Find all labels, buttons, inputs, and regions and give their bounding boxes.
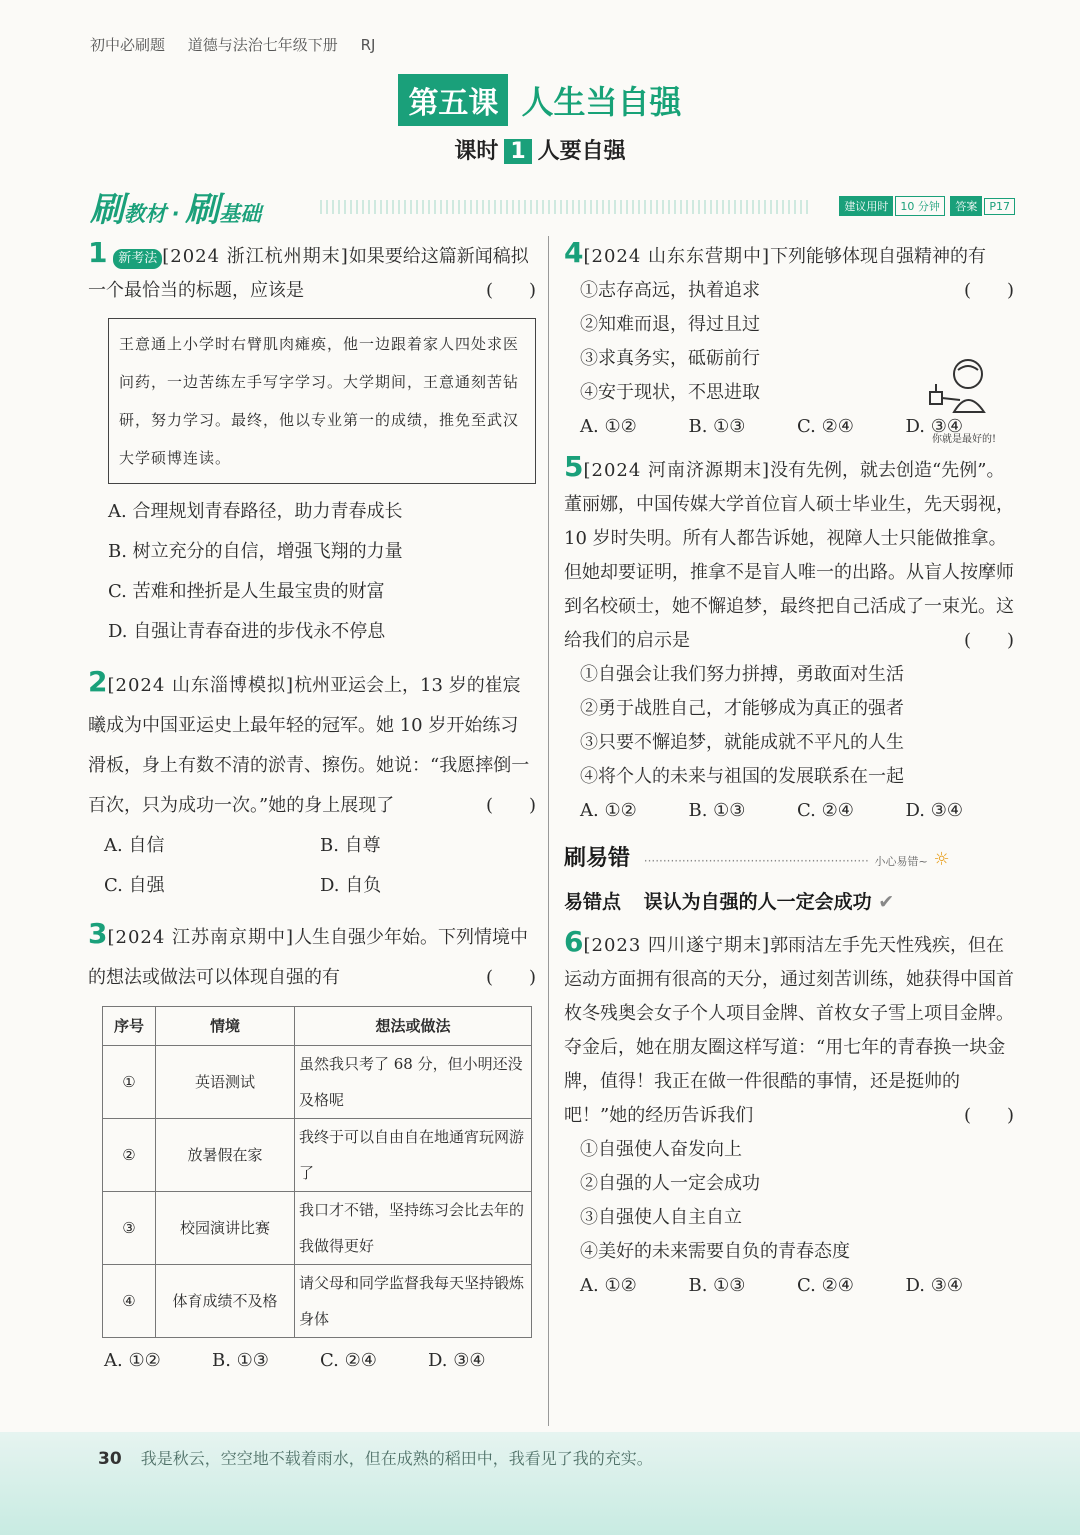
decorative-stripe [320,200,810,214]
section-dot: · [171,202,180,226]
statement-item: ④美好的未来需要自负的青春态度 [580,1241,850,1262]
error-section-header [564,842,1014,919]
question-source: [2024 浙江杭州期末] [162,246,349,267]
thumbs-up-illustration [918,352,1010,444]
row-action: 我终于可以自由自在地通宵玩网游了 [295,1119,532,1192]
q2-options [88,826,536,906]
row-situation: 校园演讲比赛 [156,1192,295,1265]
statement-item: ①自强会让我们努力拼搏，勇敢面对生活 [580,664,904,685]
column-divider [548,236,549,1426]
situation-table [102,1006,532,1338]
option-c: C. ②④ [797,1275,854,1296]
statement-item: ③自强使人自主自立 [580,1207,742,1228]
question-source: [2023 四川遂宁期末] [583,935,771,956]
error-section-title: 刷易错 [564,846,631,871]
footer-motto: 我是秋云，空空地不载着雨水，但在成熟的稻田中，我看见了我的充实。 [140,1449,653,1468]
question-source: [2024 江苏南京期中] [107,927,295,948]
option-a: A. 合理规划青春路径，助力青春成长 [108,501,403,522]
running-header [90,34,393,55]
new-method-badge: 新考法 [113,249,162,269]
question-source: [2024 山东淄博模拟] [107,675,295,696]
lesson-subtitle [0,134,1080,165]
q1-options [88,492,536,652]
statement-item: ②勇于战胜自己，才能够成为真正的强者 [580,698,904,719]
subtitle-number: 1 [504,139,531,164]
table-row [103,1046,532,1119]
statement-item: ④将个人的未来与祖国的发展联系在一起 [580,766,904,787]
subtitle-name: 人要自强 [537,139,626,164]
option-a: A. 自信 [104,835,165,856]
row-number: ② [103,1119,156,1192]
option-b: B. 树立充分的自信，增强飞翔的力量 [108,541,403,562]
option-a: A. ①② [580,800,637,821]
q5-items [564,658,1014,794]
option-d: D. ③④ [905,800,964,821]
question-stem: 下列能够体现自强精神的有 [770,246,987,267]
row-situation: 放暑假在家 [156,1119,295,1192]
time-label: 建议用时 [839,196,893,216]
check-icon: ✔ [878,891,895,913]
section-label-2: 基础 [219,202,262,226]
statement-item: ②自强的人一定会成功 [580,1173,760,1194]
left-column [88,236,536,1378]
meta-tags [837,196,1015,216]
section-bar [90,182,1015,228]
question-number: 5 [564,450,584,483]
table-row [103,1265,532,1338]
question-6 [564,925,1014,1133]
question-stem: 如果要给这篇新闻稿拟一个最恰当的标题，应该是 [88,246,529,301]
q3-options [88,1344,536,1378]
row-number: ③ [103,1192,156,1265]
row-number: ④ [103,1265,156,1338]
question-source: [2024 山东东营期中] [583,246,771,267]
answer-paren: ( ) [485,280,536,301]
option-a: A. ①② [580,416,637,437]
passage-text: 王意通上小学时右臂肌肉瘫痪，他一边跟着家人四处求医问药，一边苦练左手写字学习。大学期间，王意通刻苦钻研，努力学习。最终，他以专业第一的成绩，推免至武汉大学硕博连读。 [119,335,520,467]
brush-char-2: 刷 [185,190,220,230]
error-point [564,885,1014,919]
question-number: 4 [564,236,584,269]
table-header: 想法或做法 [295,1007,532,1046]
table-header-row [103,1007,532,1046]
option-c: C. ②④ [797,416,854,437]
table-header: 情境 [156,1007,295,1046]
answer-paren: ( ) [485,967,536,988]
brush-char-1: 刷 [90,190,124,230]
row-action: 请父母和同学监督我每天坚持锻炼身体 [295,1265,532,1338]
thumbs-up-icon [918,352,1010,430]
section-heading [90,182,261,231]
statement-item: ③只要不懈追梦，就能成就不平凡的人生 [580,732,904,753]
option-b: B. ①③ [688,800,746,821]
edition-tag: RJ [360,36,376,54]
question-5 [564,450,1014,658]
question-source: [2024 河南济源期末] [583,460,771,481]
question-number: 6 [564,925,584,958]
option-d: D. ③④ [905,1275,964,1296]
lesson-name: 人生当自强 [521,83,682,121]
question-stem: 郭雨洁左手先天性残疾，但在运动方面拥有很高的天分，通过刻苦训练，她获得中国首枚冬残奥会女子个人项目金牌、首枚女子雪上项目金牌。夺金后，她在朋友圈这样写道：“用七年的青春换一块金牌，值得！我正在做一件很酷的事情，还是挺帅的吧！”她的经历告诉我们 [564,935,1014,1126]
lesson-title [0,74,1080,126]
q6-options [564,1269,1014,1303]
question-2 [88,662,536,826]
question-number: 3 [88,917,108,950]
answer-label: 答案 [950,196,982,216]
option-a: A. ①② [580,1275,637,1296]
row-action: 我口才不错，坚持练习会比去年的我做得更好 [295,1192,532,1265]
table-row [103,1119,532,1192]
option-b: B. ①③ [688,416,746,437]
q5-options [564,794,1014,828]
page-number: 30 [98,1449,122,1469]
option-c: C. 自强 [104,875,165,896]
option-d: D. ③④ [905,416,964,437]
section-label-1: 教材 [124,202,166,226]
lesson-badge: 第五课 [398,74,508,126]
option-d: D. 自负 [320,875,382,896]
answer-page: P17 [984,198,1015,215]
q6-items [564,1133,1014,1269]
table-header: 序号 [103,1007,156,1046]
question-1 [88,236,536,308]
option-c: C. ②④ [797,800,854,821]
dotted-leader: ··························································· [643,854,869,868]
question-stem: 人生自强少年始。下列情境中的想法或做法可以体现自强的有 [88,927,529,988]
subject-name: 道德与法治七年级下册 [187,36,338,54]
question-number: 1 [88,236,108,269]
error-tip: 小心易错~ [874,855,928,868]
series-name: 初中必刷题 [90,36,166,54]
statement-item: ④安于现状，不思进取 [580,382,760,403]
subtitle-prefix: 课时 [454,139,499,164]
error-point-text: 误认为自强的人一定会成功 [643,891,872,913]
statement-item: ①自强使人奋发向上 [580,1139,742,1160]
question-number: 2 [88,665,108,698]
option-c: C. ②④ [320,1350,377,1371]
statement-item: ③求真务实，砥砺前行 [580,348,760,369]
table-row [103,1192,532,1265]
row-situation: 英语测试 [156,1046,295,1119]
sun-icon: ☼ [933,849,950,870]
option-d: D. ③④ [428,1350,486,1371]
illustration-caption: 你就是最好的! [931,434,997,445]
row-situation: 体育成绩不及格 [156,1265,295,1338]
option-c: C. 苦难和挫折是人生最宝贵的财富 [108,581,385,602]
row-number: ① [103,1046,156,1119]
answer-paren: ( ) [963,630,1014,651]
news-passage [108,318,536,484]
option-b: B. 自尊 [320,835,381,856]
option-b: B. ①③ [688,1275,746,1296]
time-value: 10 分钟 [895,196,945,216]
question-stem: 没有先例，就去创造“先例”。董丽娜，中国传媒大学首位盲人硕士毕业生，先天弱视，10 岁时失明。所有人都告诉她，视障人士只能做推拿。但她却要证明，推拿不是盲人唯一的出路。从盲人按摩师到名校硕士，她不懈追梦，最终把自己活成了一束光。这给我们的启示是 [564,460,1014,651]
answer-paren: ( ) [485,795,536,816]
option-a: A. ①② [104,1350,161,1371]
question-stem: 杭州亚运会上，13 岁的崔宸曦成为中国亚运史上最年轻的冠军。她 10 岁开始练习滑板，身上有数不清的淤青、擦伤。她说：“我愿摔倒一百次，只为成功一次。”她的身上展现了 [88,675,530,816]
answer-paren: ( ) [963,1105,1014,1126]
answer-paren: ( ) [963,280,1014,301]
row-action: 虽然我只考了 68 分，但小明还没及格呢 [295,1046,532,1119]
statement-item: ②知难而退，得过且过 [580,314,760,335]
option-d: D. 自强让青春奋进的步伐永不停息 [108,621,386,642]
statement-item: ①志存高远，执着追求 [580,280,760,301]
question-3 [88,914,536,998]
error-point-label: 易错点 [564,891,622,913]
option-b: B. ①③ [212,1350,269,1371]
footer-text [98,1446,653,1469]
